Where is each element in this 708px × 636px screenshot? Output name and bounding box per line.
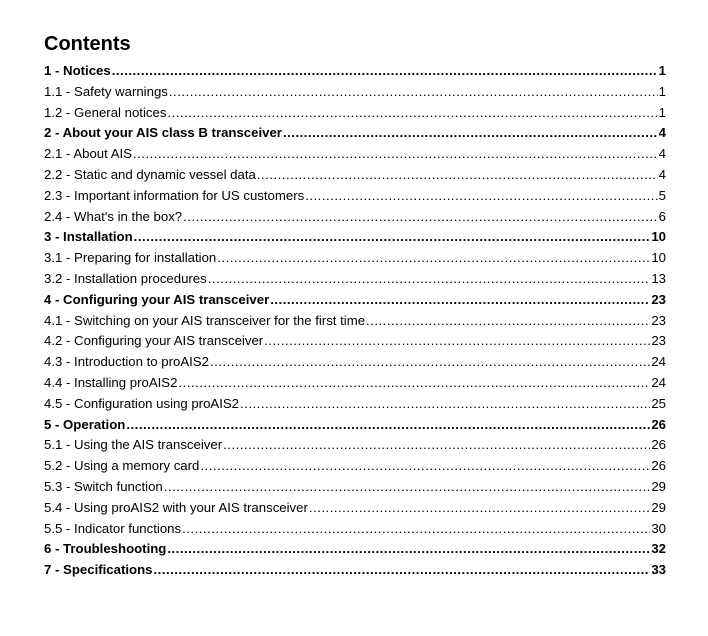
toc-entry-title: 5 - Operation — [44, 416, 126, 432]
toc-page-number: 25 — [651, 395, 666, 411]
toc-page-number: 30 — [651, 520, 666, 536]
toc-page-number: 32 — [651, 541, 666, 557]
toc-chapter-entry[interactable] — [44, 415, 666, 436]
toc-entry-title: 4 - Configuring your AIS transceiver — [44, 291, 270, 307]
toc-page-number: 26 — [651, 437, 666, 453]
toc-chapter-entry[interactable] — [44, 290, 666, 311]
toc-dot-leader — [134, 227, 651, 248]
toc-dot-leader — [309, 498, 650, 519]
toc-section-entry[interactable] — [44, 311, 666, 332]
toc-section-entry[interactable] — [44, 103, 666, 124]
toc-page-number: 24 — [651, 374, 666, 390]
toc-dot-leader — [169, 82, 658, 103]
toc-page-number: 1 — [658, 104, 666, 120]
toc-entry-title: 5.2 - Using a memory card — [44, 458, 200, 474]
toc-entry-title: 5.1 - Using the AIS transceiver — [44, 437, 223, 453]
toc-entry-title: 3 - Installation — [44, 229, 133, 245]
toc-section-entry[interactable] — [44, 519, 666, 540]
toc-page-number: 1 — [658, 63, 666, 78]
toc-section-entry[interactable] — [44, 207, 666, 228]
toc-page-number: 23 — [651, 291, 666, 307]
toc-entry-title: 2.2 - Static and dynamic vessel data — [44, 166, 256, 182]
toc-dot-leader — [223, 435, 650, 456]
toc-page-number: 23 — [651, 333, 666, 349]
toc-section-entry[interactable] — [44, 331, 666, 352]
toc-section-entry[interactable] — [44, 144, 666, 165]
toc-entry-title: 4.5 - Configuration using proAIS2 — [44, 395, 239, 411]
toc-page-number: 26 — [651, 416, 666, 432]
toc-page-number: 4 — [658, 166, 666, 182]
toc-chapter-entry[interactable] — [44, 227, 666, 248]
toc-entry-title: 3.2 - Installation procedures — [44, 270, 207, 286]
toc-entry-title: 1.2 - General notices — [44, 104, 167, 120]
toc-entry-title: 4.4 - Installing proAIS2 — [44, 374, 178, 390]
toc-entry-title: 5.4 - Using proAIS2 with your AIS transceiver — [44, 499, 308, 515]
toc-dot-leader — [112, 61, 658, 82]
toc-entry-title: 1.1 - Safety warnings — [44, 83, 168, 99]
toc-chapter-entry[interactable] — [44, 560, 666, 581]
toc-section-entry[interactable] — [44, 269, 666, 290]
toc-chapter-entry[interactable] — [44, 123, 666, 144]
toc-dot-leader — [240, 394, 650, 415]
toc-dot-leader — [178, 373, 650, 394]
toc-section-entry[interactable] — [44, 394, 666, 415]
toc-dot-leader — [264, 331, 650, 352]
toc-dot-leader — [257, 165, 658, 186]
toc-dot-leader — [126, 415, 650, 436]
toc-entry-title: 7 - Specifications — [44, 562, 153, 578]
toc-page-number: 23 — [651, 312, 666, 328]
toc-page-number: 33 — [651, 562, 666, 578]
toc-entry-title: 4.3 - Introduction to proAIS2 — [44, 354, 209, 370]
toc-page-number: 1 — [658, 83, 666, 99]
toc-section-entry[interactable] — [44, 248, 666, 269]
toc-page-number: 4 — [658, 125, 666, 141]
toc-page-number: 24 — [651, 354, 666, 370]
toc-section-entry[interactable] — [44, 498, 666, 519]
toc-chapter-entry[interactable] — [44, 61, 666, 82]
toc-dot-leader — [167, 539, 650, 560]
toc-dot-leader — [200, 456, 650, 477]
toc-entry-title: 4.2 - Configuring your AIS transceiver — [44, 333, 264, 349]
toc-chapter-entry[interactable] — [44, 539, 666, 560]
toc-page-number: 5 — [658, 187, 666, 203]
toc-entry-title: 1 - Notices — [44, 63, 111, 78]
toc-page-number: 13 — [651, 270, 666, 286]
toc-dot-leader — [210, 352, 650, 373]
toc-dot-leader — [283, 123, 658, 144]
toc-dot-leader — [133, 144, 658, 165]
toc-entry-title: 2.3 - Important information for US customers — [44, 187, 305, 203]
toc-page-number: 4 — [658, 146, 666, 162]
page-title: Contents — [44, 33, 131, 55]
toc-entry-title: 4.1 - Switching on your AIS transceiver for the first time — [44, 312, 366, 328]
toc-entry-title: 2.1 - About AIS — [44, 146, 132, 162]
toc-dot-leader — [270, 290, 650, 311]
toc-entry-title: 2.4 - What's in the box? — [44, 208, 183, 224]
toc-page-number: 29 — [651, 499, 666, 515]
toc-entry-title: 3.1 - Preparing for installation — [44, 250, 217, 266]
toc-dot-leader — [153, 560, 650, 581]
toc-dot-leader — [167, 103, 657, 124]
toc-dot-leader — [217, 248, 650, 269]
toc-section-entry[interactable] — [44, 82, 666, 103]
toc-page-number: 6 — [658, 208, 666, 224]
toc-dot-leader — [164, 477, 651, 498]
toc-page-number: 10 — [651, 250, 666, 266]
toc-section-entry[interactable] — [44, 477, 666, 498]
toc-page-number: 29 — [651, 478, 666, 494]
toc-section-entry[interactable] — [44, 165, 666, 186]
toc-entry-title: 2 - About your AIS class B transceiver — [44, 125, 282, 141]
toc-dot-leader — [208, 269, 651, 290]
toc-dot-leader — [305, 186, 657, 207]
toc-dot-leader — [366, 311, 650, 332]
toc-section-entry[interactable] — [44, 186, 666, 207]
toc-entry-title: 5.5 - Indicator functions — [44, 520, 182, 536]
toc-section-entry[interactable] — [44, 456, 666, 477]
toc-list — [44, 61, 666, 581]
toc-entry-title: 5.3 - Switch function — [44, 478, 163, 494]
toc-page-number: 10 — [651, 229, 666, 245]
toc-section-entry[interactable] — [44, 373, 666, 394]
toc-section-entry[interactable] — [44, 435, 666, 456]
toc-dot-leader — [182, 519, 650, 540]
toc-entry-title: 6 - Troubleshooting — [44, 541, 167, 557]
toc-section-entry[interactable] — [44, 352, 666, 373]
toc-dot-leader — [183, 207, 658, 228]
toc-page-number: 26 — [651, 458, 666, 474]
